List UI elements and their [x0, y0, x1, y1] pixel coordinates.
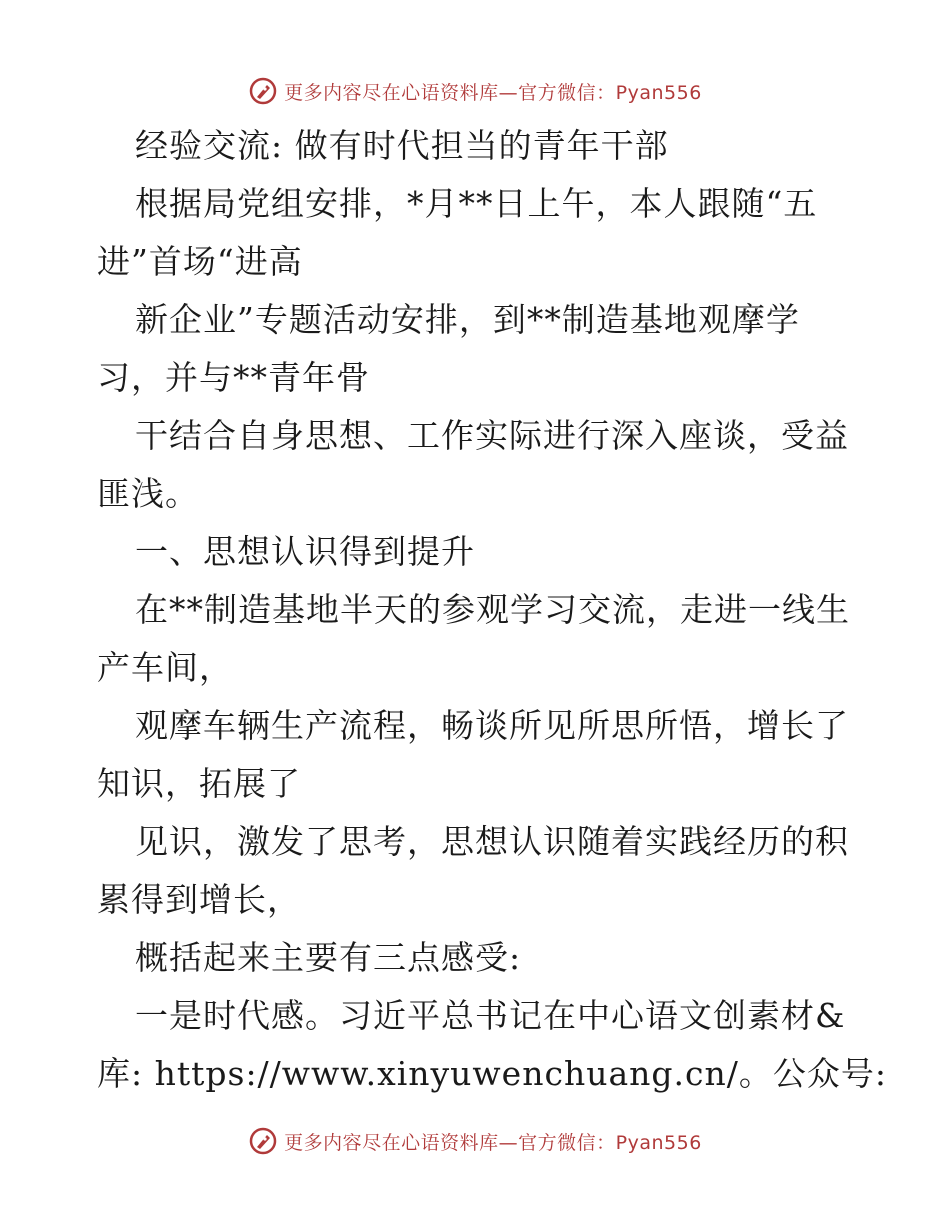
doc-title: 经验交流: 做有时代担当的青年干部 — [135, 126, 669, 165]
doc-line: 新企业”专题活动安排，到**制造基地观摩学 — [135, 300, 800, 339]
doc-line: 进”首场“进高 — [97, 242, 303, 281]
doc-line: 产车间， — [97, 648, 233, 687]
doc-line: 见识，激发了思考，思想认识随着实践经历的积 — [135, 822, 849, 861]
doc-line: 匪浅。 — [97, 474, 199, 513]
doc-line: 根据局党组安排，*月**日上午，本人跟随“五 — [135, 184, 818, 223]
pen-nib-logo-icon — [248, 76, 278, 106]
doc-line: 知识，拓展了 — [97, 764, 301, 803]
doc-line: 习，并与**青年骨 — [97, 358, 370, 397]
doc-line: 在**制造基地半天的参观学习交流，走进一线生 — [135, 590, 850, 629]
doc-line: 干结合自身思想、工作实际进行深入座谈，受益 — [135, 416, 849, 455]
doc-line: 库: https://www.xinyuwenchuang.cn/。公众号: — [97, 1054, 887, 1093]
footer-watermark-banner — [0, 1121, 950, 1161]
doc-line: 观摩车辆生产流程，畅谈所见所思所悟，增长了 — [135, 706, 849, 745]
pen-nib-logo-icon — [248, 1126, 278, 1156]
section-heading: 一、思想认识得到提升 — [135, 532, 475, 571]
watermark-text: 更多内容尽在心语资料库—官方微信：Pyan556 — [284, 81, 702, 104]
doc-line: 累得到增长， — [97, 880, 301, 919]
doc-line: 一是时代感。习近平总书记在中心语文创素材& — [135, 996, 846, 1035]
header-watermark-banner — [0, 71, 950, 111]
watermark-text: 更多内容尽在心语资料库—官方微信：Pyan556 — [284, 1131, 702, 1154]
doc-line: 概括起来主要有三点感受: — [135, 938, 522, 977]
